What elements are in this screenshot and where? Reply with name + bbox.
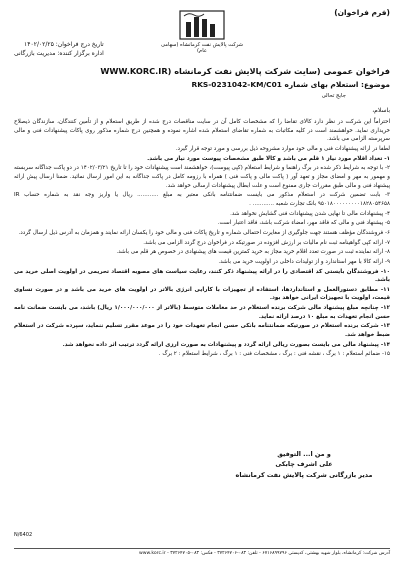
clause-4: ۴- پیشنهادات مالی تا نهایی شدن پیشنهادات فنی گشایش نخواهد شد. bbox=[230, 210, 390, 217]
greeting: باسلام، bbox=[372, 107, 390, 114]
document-title: فراخوان عمومی (سایت شرکت پالایش نفت کرمانشاه (WWW.KORC.IR bbox=[100, 66, 390, 76]
issuer-line: اداره برگزار کننده: مدیریت بازرگانی bbox=[14, 50, 104, 58]
clause-2: ۲- با توجه به شرایط ذکر شده در برگ راهنما و شرایط استعلام (کپی پیوست)، خواهشمند است پیشنهادات خود را تا تاریخ ۱۴۰۲/۰۳/۲۱ در دو پاکت جداگانه سربسته و مهمور به مهر و امضای مجاز و تعهد آور ( پاکت مالی و پاکت فنی ) همراه با رزومه کامل در پاکت جداگانه به این امور ارسال نمائید. ضمنا ارسال پیش ارائه پیشنهاد فنی و مالی طبق مقررات جاری ممنوع است و علت ابطال پیشنهادات ارسالی خواهد شد. bbox=[14, 165, 391, 189]
clause-13: ۱۳- شرکت برنده استعلام در صورتیکه ضمانتنامه بانکی حسن انجام تعهدات خود را در موعد مقرر تسلیم ننماید، سپرده شرکت در استعلام ضبط خواهد شد. bbox=[14, 323, 390, 339]
clause-11: ۱۱- مطابق دستورالعمل و استانداردها، استفاده از تجهیزات با کارایی انرژی بالاتر در اولویت های خرید می باشد و در صورت تساوی قیمت، اولویت با تجهیزات ایرانی خواهد بود. bbox=[14, 286, 390, 302]
signature-closing: و من ا... التوفیق bbox=[277, 450, 331, 458]
signatory-role: مدیر بازرگانی شرکت پالایش نفت کرمانشاه bbox=[235, 470, 373, 479]
company-logo bbox=[160, 10, 244, 54]
meta-line: جابج تحالی bbox=[321, 93, 346, 99]
clause-1: ۱- تعداد اقلام مورد نیاز ۱ قلم می باشد و کالا طبق مشخصات پیوست مورد نیاز می باشد. bbox=[147, 155, 390, 162]
refinery-logo-icon bbox=[179, 10, 225, 40]
footer-divider bbox=[14, 548, 390, 549]
clause-9: ۹- ارائه کالا با مهر استاندارد و از تولیدات داخلی در اولویت خرید می باشد. bbox=[218, 258, 390, 265]
footer-address: آدرس شرکت: کرمانشاه، بلوار شهید بهشتی، کدپستی ۶۷۱۶۸۹۹۷۹۶ - تلفن: ۰۸۳-۳۷۲۶۴۷۰۶ - فکس: ۰۸۳-۳۷۲۶۴۷۰۵ - www.korc.ir bbox=[139, 551, 390, 556]
clause-10: ۱۰- فروشندگان بایستی کد اقتصادی را در ارائه پیشنهاد ذکر کنند، رعایت سیاست های مصوبه اقتصاد تحریمی در اولویت اصلی خرید می باشد. bbox=[14, 268, 390, 284]
intro-paragraph: احتراماً این شرکت در نظر دارد کالای تقاضا را که مشخصات کامل آن در سایت مناقصات درج شده از طریق استعلام و از تأمین کنندگان، سازندگان ذیصلاح خریداری نماید. خواهشمند است در کلیه مکاتبات به شماره تقاضای استعلام شده اشاره نموده و همچنین درج شماره مذکور روی پاکات پیشنهادات فنی و مالی سرپرسته الزامی می باشد. bbox=[14, 119, 390, 143]
publish-date: تاریخ درج فراخوان: ۱۴۰۲/۰۲/۲۵ bbox=[24, 41, 104, 48]
form-tag: (فرم فراخوان) bbox=[334, 8, 390, 17]
instructions-paragraph: لطفا در ارائه پیشنهادات فنی و مالی خود موارد مشروحه ذیل بررسی و مورد توجه قرار گیرد. bbox=[175, 145, 390, 152]
date-block bbox=[14, 40, 104, 59]
clause-7: ۷- ارائه کپی گواهینامه ثبت نام مالیات بر ارزش افزوده در صورتیکه در فراخوان درج گردد الزامی می باشد. bbox=[143, 239, 390, 246]
clause-12: ۱۲- چنانچه مبلغ پیشنهاد مالی شرکت برنده استعلام در حد معاملات متوسط (بالاتر از ۱/۰۰۰/۰۰۰/۰۰۰ ریال) باشد، می بایست ضمانت نامه حسن انجام تعهدات به مبلغ ۱۰ درصد ارائه نماید. bbox=[14, 305, 390, 320]
clause-8: ۸- ارائه نماینده ثبت در صورت تعدد اقلام خرید مجاز به خرید کمترین قیمت های پیشنهادی در خصوص هر قلم می باشد. bbox=[116, 249, 390, 256]
company-name: شرکت پالایش نفت کرمانشاه (سهامی عام) bbox=[160, 42, 244, 55]
signatory-name: علی اشرف چابکی bbox=[275, 460, 333, 469]
subject-label: موضوع: استعلام بهای شماره bbox=[284, 80, 390, 89]
document-number: N/6402 bbox=[14, 532, 33, 538]
signature-block bbox=[234, 449, 374, 480]
clause-5: ۵- پیشنهاد فنی و مالی که فاقد مهر، امضاء شرکت باشد، فاقد اعتبار است. bbox=[217, 220, 390, 227]
clause-15: ۱۵- ضمائم استعلام : ۱ برگ ، نقشه فنی : برگ ، مشخصات فنی : ۱ برگ ، شرایط استعلام : ۲ برگ . bbox=[158, 351, 390, 358]
clause-3: ۳- بابت تضمین شرکت در استعلام مذکور می بایست ضمانتنامه بانکی معتبر به مبلغ ............ ریال یا واریز وجه نقد به شماره حساب IR ۹۵۰۱۸۰۰۰۰۰۰۰۰۰۱۸۲۸۰۵۴۶۵۸ بانک تجارت شعبه ............ . bbox=[14, 192, 390, 207]
subject-line bbox=[14, 80, 390, 89]
inquiry-code: RKS-0231042-KM/C01 bbox=[191, 80, 282, 89]
clause-6: ۶- فروشندگان مؤظف هستند جهت جلوگیری از مغایرت احتمالی شماره و تاریخ پاکات فنی و مالی خود را یکسان ارائه نمایند و همزمان به آدرس ذیل ارسال گردد. bbox=[18, 229, 390, 236]
clause-14: ۱۴- پیشنهاد مالی می بایست بصورت ریالی ارائه گردد و پیشنهادات به صورت ارزی ارائه گردد ترتیب اثر داده نخواهد شد. bbox=[62, 341, 390, 348]
document-body bbox=[14, 118, 390, 360]
